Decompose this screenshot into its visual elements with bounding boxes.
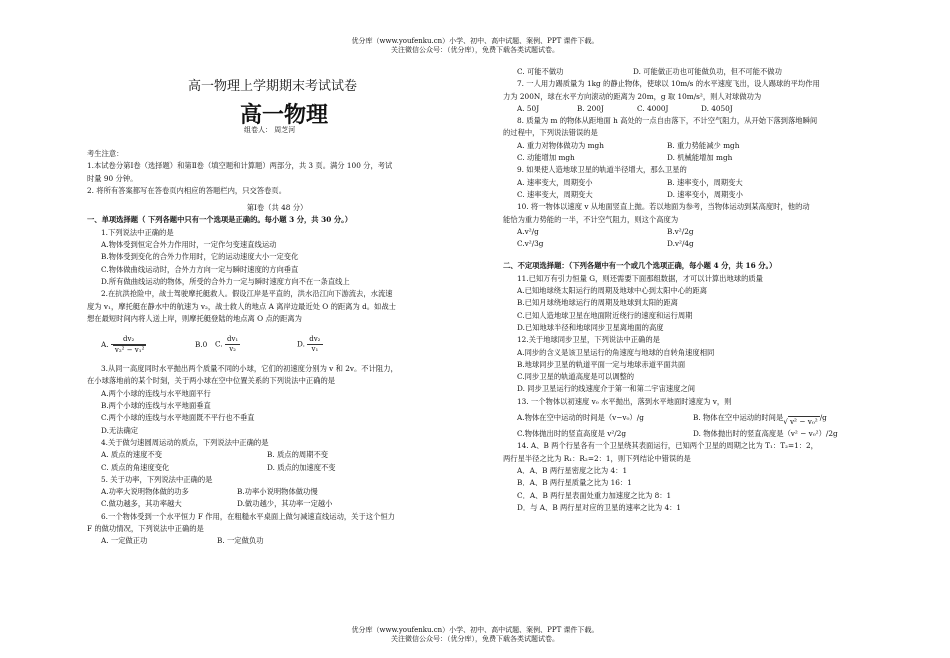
part1-title: 第Ⅰ卷（共 48 分） bbox=[246, 203, 308, 213]
q11-option: C.已知人造地球卫星在地面附近绕行的速度和运行周期 bbox=[517, 310, 693, 320]
author-line: 组卷人： 周芝河 bbox=[244, 126, 296, 134]
q3-option: A.两个小球的连线与水平地面平行 bbox=[101, 388, 211, 398]
q4-options-ab bbox=[87, 449, 467, 461]
q4-option-a: A. 质点的速度不变 bbox=[101, 450, 162, 460]
page-footer-line1: 优分库（www.youfenku.cn）小学、初中、高中试题、案例、PPT 课件下载。 bbox=[351, 626, 599, 634]
q1-stem: 1.下列说法中正确的是 bbox=[101, 227, 174, 237]
q6-stem: 6.一个物体受到一个水平恒力 F 作用，在粗糙水平桌面上做匀减速直线运动，关于这个恒力 bbox=[101, 511, 395, 521]
q6-options-cd bbox=[503, 66, 873, 78]
q9-options-ab bbox=[503, 177, 873, 189]
q14-option: C．A、B 两行星表面处重力加速度之比为 8：1 bbox=[517, 490, 672, 500]
q2-option-a-formula: $\frac{\text{dv₂}}{\text{v₂² − v₁²}}$ bbox=[111, 335, 146, 355]
q5-stem: 5. 关于功率，下列说法中正确的是 bbox=[101, 474, 213, 484]
q13-option-a: A.物体在空中运动的时间是（v−v₀）/g bbox=[517, 413, 644, 423]
q4-option-c: C. 质点的角速度变化 bbox=[101, 462, 170, 472]
q4-options-cd bbox=[87, 462, 467, 474]
page-header-line2: 关注微信公众号：（优分库），免费下载各类试题试卷。 bbox=[391, 46, 559, 54]
section2-title: 二、不定项选择题：（下列各题中有一个或几个选项正确，每小题 4 分，共 16 分。） bbox=[503, 261, 777, 271]
q10-stem: 能恰为重力势能的一半，不计空气阻力，则这个高度为 bbox=[503, 214, 679, 224]
q13-options-ab bbox=[503, 408, 873, 428]
q8-stem: 8. 质量为 m 的物体从距地面 h 高处的一点自由落下，不计空气阻力，从开始下落到落地瞬间 bbox=[517, 116, 818, 126]
q1-option: C.物体做曲线运动时，合外力方向一定与瞬时速度的方向垂直 bbox=[101, 264, 299, 274]
q2-option-d-label: D. bbox=[297, 339, 305, 349]
q13-options-cd bbox=[503, 428, 873, 440]
q9-option-b: B. 速率变小，周期变大 bbox=[667, 177, 743, 187]
q9-option-c: C. 速率变大，周期变大 bbox=[517, 189, 593, 199]
q7-options bbox=[503, 103, 873, 115]
q3-stem: 在小球落地前的某个时刻，关于两小球在空中位置关系的下列说法中正确的是 bbox=[87, 376, 336, 386]
q5-options-ab bbox=[87, 486, 467, 498]
q2-option-a-label: A. bbox=[101, 340, 109, 350]
q8-option-c: C. 动能增加 mgh bbox=[517, 153, 575, 163]
q12-option: D. 同步卫星运行的线速度介于第一和第二宇宙速度之间 bbox=[517, 384, 696, 394]
q8-options-cd bbox=[503, 152, 873, 164]
q13-stem: 13. 一个物体以初速度 v₀ 水平抛出，落到水平地面时速度为 v，则 bbox=[517, 396, 732, 406]
q6-option-c: C. 可能不做功 bbox=[517, 67, 564, 76]
q13-option-c: C.物体抛出时的竖直高度是 v²/2g bbox=[517, 429, 627, 439]
q8-options-ab bbox=[503, 140, 873, 152]
q1-option: A.物体受到恒定合外力作用时，一定作匀变速直线运动 bbox=[101, 240, 277, 250]
q4-option-b: B. 质点的周期不变 bbox=[267, 450, 329, 460]
q2-stem: 2.在抗洪抢险中，战士驾驶摩托艇救人。假设江岸是平直的，洪水沿江向下游流去，水流速 bbox=[101, 289, 393, 299]
q7-option-c: C. 4000J bbox=[637, 103, 669, 113]
q5-option-c: C.做功越多，其功率越大 bbox=[101, 499, 182, 509]
q10-stem: 10. 将一物体以速度 v 从地面竖直上抛。若以地面为参考，当物体运动到某高度时，他的动 bbox=[517, 202, 810, 212]
q13-option-b: B. 物体在空中运动的时间是√ v² − v₀² /g bbox=[693, 413, 827, 427]
q14-option: D．与 A、B 两行星对应的卫星的速率之比为 4：1 bbox=[517, 502, 682, 512]
notes-line: 1.本试卷分第Ⅰ卷（选择题）和第Ⅱ卷（填空题和计算题）两部分，共 3 页。满分 100 分，考试 bbox=[87, 161, 393, 171]
left-column bbox=[87, 148, 467, 548]
q10-options-cd bbox=[503, 238, 873, 250]
q12-option: A.同步的含义是该卫星运行的角速度与地球的自转角速度相同 bbox=[517, 347, 715, 357]
q9-options-cd bbox=[503, 189, 873, 201]
q8-option-b: B. 重力势能减少 mgh bbox=[667, 140, 740, 150]
q6-stem: F 的做功情况，下列说法中正确的是 bbox=[87, 524, 204, 534]
exam-title: 高一物理上学期期末考试试卷 bbox=[188, 79, 358, 94]
q1-option: D.所有做曲线运动的物体，所受的合外力一定与瞬时速度方向不在一条直线上 bbox=[101, 276, 350, 286]
q2-option-c-label: C. bbox=[215, 339, 223, 349]
q10-option-b: B.v²/2g bbox=[667, 226, 694, 236]
q2-option-d-formula: $\frac{\text{dv₂}}{\text{v₁}}$ bbox=[309, 335, 321, 354]
q8-stem: 的过程中，下列说法错误的是 bbox=[503, 128, 598, 138]
q9-stem: 9. 如果使人造地球卫星的轨道半径增大，那么卫星的 bbox=[517, 165, 687, 175]
q14-option: B．A、B 两行星质量之比为 16：1 bbox=[517, 478, 632, 488]
q10-option-c: C.v²/3g bbox=[517, 239, 544, 249]
q11-option: B.已知月球绕地球运行的周期及地球到太阳的距离 bbox=[517, 298, 678, 308]
q9-option-a: A. 速率变大，周期变小 bbox=[517, 177, 593, 187]
q1-option: B.物体受到变化的合外力作用时，它的运动速度大小一定变化 bbox=[101, 252, 299, 262]
page-header-line1: 优分库（www.youfenku.cn）小学、初中、高中试题、案例、PPT 课件下载。 bbox=[351, 37, 599, 45]
q7-option-a: A. 50J bbox=[517, 103, 540, 113]
q5-option-d: D.做功越少，其功率一定越小 bbox=[237, 499, 333, 509]
q10-option-a: A.v²/g bbox=[517, 226, 539, 236]
q2-options bbox=[87, 325, 467, 363]
q3-stem: 3.从同一高度同时水平抛出两个质量不同的小球，它们的初速度分别为 v 和 2v。不计阻力， bbox=[101, 364, 398, 374]
q2-stem: 度为 v₁，摩托艇在静水中的航速为 v₂，战士救人的地点 A 离岸边最近处 O 的距离为 d。如战士 bbox=[87, 301, 396, 311]
q8-option-d: D. 机械能增加 mgh bbox=[667, 153, 733, 163]
q7-stem: 7. 一人用力踢质量为 1kg 的静止物体，使球以 10m/s 的水平速度飞出，设人踢球的平均作用 bbox=[517, 79, 820, 89]
q9-option-d: D. 速率变小，周期变小 bbox=[667, 189, 743, 199]
q3-option: C.两个小球的连线与水平地面既不平行也不垂直 bbox=[101, 413, 255, 423]
q2-option-c-formula: $\frac{\text{dv₁}}{\text{v₂}}$ bbox=[226, 335, 239, 354]
q6-option-d: D. 可能做正功也可能做负功，但不可能不做功 bbox=[633, 67, 782, 76]
q10-option-d: D.v²/4g bbox=[667, 239, 694, 249]
q4-option-d: D. 质点的加速度不变 bbox=[267, 462, 336, 472]
subject-title: 高一物理 bbox=[240, 102, 329, 128]
notes-line: 时量 90 分钟。 bbox=[87, 173, 138, 183]
q2-option-b: B.0 bbox=[195, 340, 208, 350]
q11-stem: 11.已知万有引力恒量 G，则还需要下面那组数据，才可以计算出地球的质量 bbox=[517, 273, 763, 283]
q12-stem: 12.关于地球同步卫星，下列说法中正确的是 bbox=[517, 335, 660, 345]
section1-title: 一、单项选择题（ 下列各题中只有一个选项是正确的。每小题 3 分，共 30 分。） bbox=[87, 215, 353, 225]
q12-option: C.同步卫星的轨道高度是可以调整的 bbox=[517, 372, 635, 382]
q6-option-a: A. 一定做正功 bbox=[101, 536, 148, 546]
page-footer-line2: 关注微信公众号：（优分库），免费下载各类试题试卷。 bbox=[391, 635, 559, 643]
notes-heading: 考生注意： bbox=[87, 149, 124, 158]
q11-option: A.已知地球绕太阳运行的周期及地球中心到太阳中心的距离 bbox=[517, 286, 708, 296]
q7-option-d: D. 4050J bbox=[701, 103, 733, 113]
q14-stem: 14. A、B 两个行星各有一个卫星绕其表面运行，已知两个卫星的周期之比为 T₁：T₂=1：2， bbox=[517, 441, 818, 451]
q5-options-cd bbox=[87, 498, 467, 510]
q6-option-b: B. 一定做负功 bbox=[217, 536, 264, 546]
q14-option: A．A、B 两行星密度之比为 4：1 bbox=[517, 465, 628, 475]
q7-stem: 力为 200N，球在水平方向滚动的距离为 20m，g 取 10m/s²，则人对球做功为 bbox=[503, 91, 762, 101]
q2-stem: 想在最短时间内将人送上岸，则摩托艇登陆的地点离 O 点的距离为 bbox=[87, 313, 302, 323]
q14-stem: 两行星半径之比为 R₁：R₂=2：1，则下列结论中错误的是 bbox=[503, 453, 691, 463]
q8-option-a: A. 重力对物体做功为 mgh bbox=[517, 140, 604, 150]
right-column bbox=[503, 66, 873, 514]
notes-line: 2. 将所有答案都写在答卷页内相应的答题栏内，只交答卷页。 bbox=[87, 185, 286, 195]
q10-options-ab bbox=[503, 226, 873, 238]
q12-option: B.地球同步卫星的轨道平面一定与地球赤道平面共面 bbox=[517, 359, 686, 369]
q3-option: D.无法确定 bbox=[101, 425, 139, 435]
q5-option-a: A.功率大说明物体做的功多 bbox=[101, 487, 189, 497]
q4-stem: 4.关于做匀速圆周运动的质点，下列说法中正确的是 bbox=[101, 437, 269, 447]
q3-option: B.两个小球的连线与水平地面垂直 bbox=[101, 401, 211, 411]
q6-options-ab bbox=[87, 535, 467, 547]
q7-option-b: B. 200J bbox=[577, 103, 604, 113]
q13-option-d: D. 物体抛出时的竖直高度是（v² − v₀²）/2g bbox=[693, 429, 838, 439]
q5-option-b: B.功率小说明物体做功慢 bbox=[237, 487, 318, 497]
q11-option: D.已知地球半径和地球同步卫星离地面的高度 bbox=[517, 322, 664, 332]
